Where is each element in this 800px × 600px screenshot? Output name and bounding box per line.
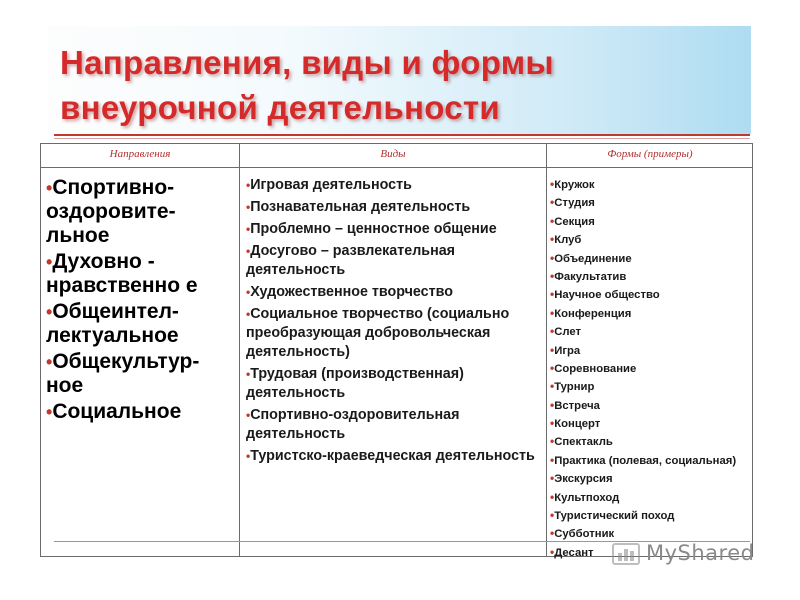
- type-item: [246, 220, 544, 239]
- bullet-icon: •: [550, 232, 555, 247]
- header-directions: Направления: [109, 148, 171, 160]
- type-item-label: Художественное творчество: [250, 284, 453, 300]
- form-item: [550, 470, 750, 488]
- form-item-label: Концерт: [554, 418, 601, 431]
- bullet-icon: •: [46, 302, 53, 322]
- type-item: [246, 198, 544, 217]
- type-item: [246, 406, 544, 444]
- column-divider: [239, 144, 240, 556]
- bullet-icon: •: [550, 287, 555, 302]
- bullet-icon: •: [550, 508, 555, 523]
- form-item-label: Объединение: [554, 252, 632, 265]
- form-item: [550, 231, 750, 249]
- watermark-text: MyShared: [646, 541, 755, 565]
- bullet-icon: •: [550, 360, 555, 375]
- header-types: Виды: [380, 148, 406, 160]
- type-item-label: Игровая деятельность: [250, 177, 412, 193]
- form-item: [550, 305, 750, 323]
- direction-item: [46, 250, 236, 298]
- direction-item: [46, 350, 236, 398]
- form-item-label: Клуб: [554, 234, 582, 247]
- form-item: [550, 286, 750, 304]
- type-item-label: Трудовая (производственная) деятельность: [246, 366, 464, 401]
- form-item-label: Секция: [554, 215, 595, 228]
- form-item-label: Соревнование: [554, 362, 637, 375]
- type-item-label: Досугово – развлекательная деятельность: [246, 243, 456, 278]
- form-item: [550, 378, 750, 396]
- forms-list: [550, 176, 750, 562]
- form-item-label: Культпоход: [554, 491, 620, 504]
- form-item-label: Туристический поход: [554, 510, 675, 523]
- bullet-icon: •: [550, 177, 555, 191]
- direction-item-label: Духовно - нравственно е: [46, 250, 198, 297]
- bullet-icon: •: [550, 342, 555, 357]
- page-title: [60, 40, 740, 130]
- form-item: [550, 415, 750, 433]
- bullet-icon: •: [46, 352, 53, 372]
- directions-list: [46, 176, 236, 426]
- type-item: [246, 447, 544, 466]
- form-item-label: Десант: [554, 546, 594, 559]
- bullet-icon: •: [46, 402, 53, 422]
- form-item: [550, 397, 750, 415]
- bullet-icon: •: [246, 222, 251, 236]
- bullet-icon: •: [46, 252, 53, 272]
- bullet-icon: •: [46, 178, 53, 198]
- bullet-icon: •: [550, 195, 555, 210]
- type-item-label: Социальное творчество (социально преобразующая добровольческая деятельность): [246, 306, 510, 360]
- form-item: [550, 213, 750, 231]
- type-item: [246, 365, 544, 403]
- direction-item: [46, 300, 236, 348]
- bullet-icon: •: [246, 285, 251, 299]
- bullet-icon: •: [550, 452, 555, 467]
- bullet-icon: •: [246, 307, 251, 321]
- form-item: [550, 452, 750, 470]
- type-item-label: Спортивно-оздоровительная деятельность: [246, 407, 460, 442]
- bullet-icon: •: [550, 213, 555, 228]
- bullet-icon: •: [550, 471, 555, 486]
- bullet-icon: •: [550, 305, 555, 320]
- form-item: [550, 360, 750, 378]
- title-underline-thin: [54, 138, 750, 139]
- bullet-icon: •: [550, 379, 555, 394]
- type-item: [246, 305, 544, 362]
- type-item: [246, 176, 544, 195]
- form-item-label: Турнир: [554, 381, 595, 394]
- type-item-label: Туристско-краеведческая деятельность: [250, 448, 535, 464]
- type-item-label: Познавательная деятельность: [250, 199, 471, 215]
- header-forms: Формы (примеры): [607, 148, 693, 160]
- bullet-icon: •: [246, 200, 251, 214]
- bullet-icon: •: [550, 250, 555, 265]
- bullet-icon: •: [246, 449, 251, 463]
- title-underline: [54, 134, 750, 136]
- direction-item-label: Общекультур-ное: [46, 350, 200, 397]
- type-item: [246, 242, 544, 280]
- form-item-label: Студия: [554, 197, 595, 210]
- bullet-icon: •: [550, 268, 555, 283]
- form-item: [550, 268, 750, 286]
- form-item: [550, 433, 750, 451]
- form-item-label: Факультатив: [554, 270, 627, 283]
- bullet-icon: •: [246, 244, 251, 258]
- form-item: [550, 323, 750, 341]
- form-item: [550, 342, 750, 360]
- form-item-label: Экскурсия: [554, 473, 613, 486]
- direction-item-label: Социальное: [52, 400, 182, 423]
- form-item: [550, 507, 750, 525]
- type-item: [246, 283, 544, 302]
- bullet-icon: •: [550, 397, 555, 412]
- form-item-label: Игра: [554, 344, 581, 357]
- bullet-icon: •: [550, 324, 555, 339]
- form-item: [550, 489, 750, 507]
- form-item-label: Субботник: [554, 528, 615, 541]
- form-item-label: Встреча: [554, 399, 600, 412]
- direction-item: [46, 176, 236, 248]
- form-item-label: Научное общество: [554, 289, 660, 302]
- header-divider: [41, 167, 752, 168]
- bullet-icon: •: [246, 408, 251, 422]
- form-item-label: Практика (полевая, социальная): [554, 454, 737, 467]
- form-item-label: Спектакль: [554, 436, 613, 449]
- form-item-label: Слет: [554, 326, 582, 339]
- bullet-icon: •: [246, 367, 251, 381]
- form-item: [550, 176, 750, 194]
- bullet-icon: •: [550, 544, 555, 559]
- title-line-1: Направления, виды и формы: [60, 44, 554, 81]
- form-item-label: Кружок: [554, 179, 595, 191]
- direction-item-label: Спортивно-оздоровите-льное: [46, 176, 176, 247]
- form-item: [550, 250, 750, 268]
- title-line-2: внеурочной деятельности: [60, 89, 500, 126]
- bullet-icon: •: [246, 178, 251, 192]
- bullet-icon: •: [550, 416, 555, 431]
- direction-item-label: Общеинтел-лектуальное: [46, 300, 179, 347]
- bullet-icon: •: [550, 434, 555, 449]
- bullet-icon: •: [550, 489, 555, 504]
- types-list: [246, 176, 544, 469]
- bullet-icon: •: [550, 526, 555, 541]
- direction-item: [46, 400, 236, 424]
- form-item: [550, 194, 750, 212]
- column-divider: [546, 144, 547, 556]
- form-item-label: Конференция: [554, 307, 632, 320]
- type-item-label: Проблемно – ценностное общение: [250, 221, 497, 237]
